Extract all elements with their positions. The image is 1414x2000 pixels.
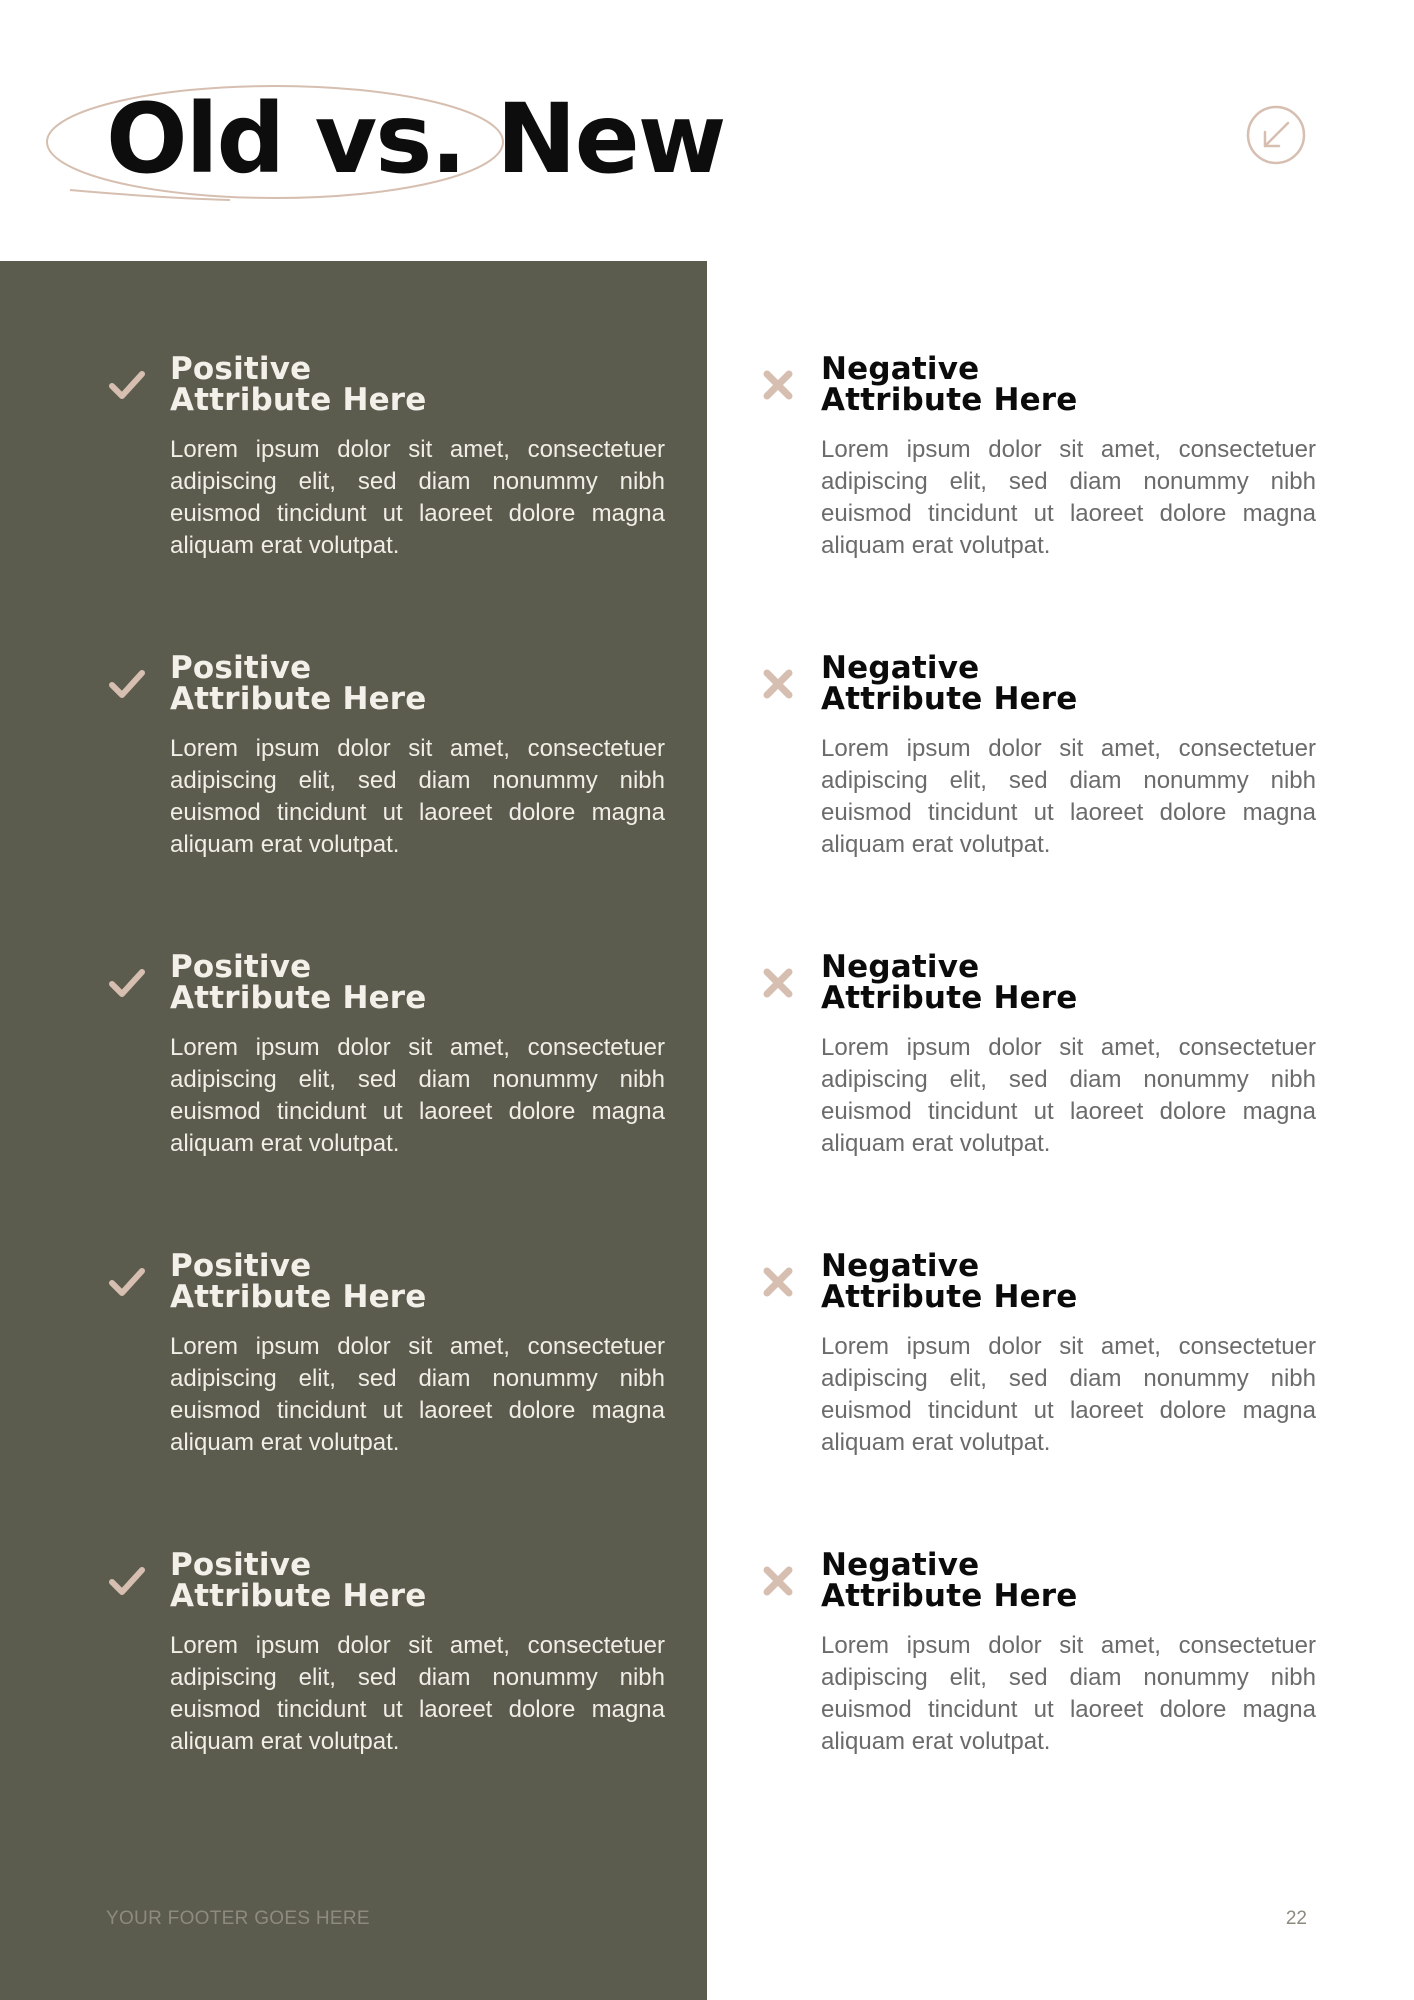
positive-panel	[0, 261, 707, 2000]
heading-line1: Positive	[170, 1547, 312, 1583]
heading-line2: Attribute Here	[170, 681, 427, 717]
item-body: Lorem ipsum dolor sit amet, consectetuer adipiscing elit, sed diam nonummy nibh euismod tincidunt ut laoreet dolore magna aliquam erat volutpat.	[170, 1632, 665, 1755]
positive-item	[170, 650, 665, 861]
item-heading	[821, 949, 1316, 1016]
item-body: Lorem ipsum dolor sit amet, consectetuer adipiscing elit, sed diam nonummy nibh euismod tincidunt ut laoreet dolore magna aliquam erat volutpat.	[821, 1034, 1316, 1157]
negative-item	[821, 1248, 1316, 1459]
footer-text: YOUR FOOTER GOES HERE	[106, 1908, 370, 1929]
cross-icon	[759, 1263, 797, 1301]
page-title: Old vs. New	[106, 83, 725, 195]
item-body: Lorem ipsum dolor sit amet, consectetuer adipiscing elit, sed diam nonummy nibh euismod tincidunt ut laoreet dolore magna aliquam erat volutpat.	[821, 1632, 1316, 1755]
cross-icon	[759, 366, 797, 404]
heading-line2: Attribute Here	[170, 1279, 427, 1315]
item-heading	[821, 1248, 1316, 1315]
item-heading	[821, 1547, 1316, 1614]
heading-line1: Negative	[821, 351, 980, 387]
item-body: Lorem ipsum dolor sit amet, consectetuer adipiscing elit, sed diam nonummy nibh euismod tincidunt ut laoreet dolore magna aliquam erat volutpat.	[821, 735, 1316, 858]
title-block	[40, 80, 780, 210]
check-icon	[108, 1562, 146, 1600]
item-heading	[170, 351, 665, 418]
heading-line1: Negative	[821, 1248, 980, 1284]
negative-item	[821, 650, 1316, 861]
negative-item	[821, 351, 1316, 562]
check-icon	[108, 964, 146, 1002]
item-heading	[821, 650, 1316, 717]
item-heading	[170, 949, 665, 1016]
heading-line2: Attribute Here	[170, 1578, 427, 1614]
check-icon	[108, 366, 146, 404]
negative-column	[707, 261, 1414, 2000]
heading-line2: Attribute Here	[170, 980, 427, 1016]
arrow-down-left-circle-icon	[1245, 104, 1307, 166]
heading-line1: Positive	[170, 949, 312, 985]
heading-line1: Positive	[170, 1248, 312, 1284]
heading-line2: Attribute Here	[821, 382, 1078, 418]
check-icon	[108, 665, 146, 703]
check-icon	[108, 1263, 146, 1301]
heading-line2: Attribute Here	[821, 1279, 1078, 1315]
page-number: 22	[1285, 1908, 1307, 1929]
heading-line1: Positive	[170, 351, 312, 387]
heading-line1: Positive	[170, 650, 312, 686]
item-body: Lorem ipsum dolor sit amet, consectetuer adipiscing elit, sed diam nonummy nibh euismod tincidunt ut laoreet dolore magna aliquam erat volutpat.	[821, 1333, 1316, 1456]
heading-line1: Negative	[821, 1547, 980, 1583]
item-body: Lorem ipsum dolor sit amet, consectetuer adipiscing elit, sed diam nonummy nibh euismod tincidunt ut laoreet dolore magna aliquam erat volutpat.	[170, 1034, 665, 1157]
heading-line2: Attribute Here	[821, 681, 1078, 717]
negative-item	[821, 1547, 1316, 1758]
heading-line2: Attribute Here	[821, 980, 1078, 1016]
item-heading	[170, 1547, 665, 1614]
page-header	[0, 0, 1414, 261]
item-heading	[170, 650, 665, 717]
heading-line1: Negative	[821, 650, 980, 686]
heading-line2: Attribute Here	[821, 1578, 1078, 1614]
item-body: Lorem ipsum dolor sit amet, consectetuer adipiscing elit, sed diam nonummy nibh euismod tincidunt ut laoreet dolore magna aliquam erat volutpat.	[170, 436, 665, 559]
positive-item	[170, 1248, 665, 1459]
cross-icon	[759, 665, 797, 703]
positive-item	[170, 1547, 665, 1758]
negative-item	[821, 949, 1316, 1160]
item-heading	[170, 1248, 665, 1315]
item-body: Lorem ipsum dolor sit amet, consectetuer adipiscing elit, sed diam nonummy nibh euismod tincidunt ut laoreet dolore magna aliquam erat volutpat.	[170, 1333, 665, 1456]
item-body: Lorem ipsum dolor sit amet, consectetuer adipiscing elit, sed diam nonummy nibh euismod tincidunt ut laoreet dolore magna aliquam erat volutpat.	[170, 735, 665, 858]
positive-item	[170, 351, 665, 562]
positive-item	[170, 949, 665, 1160]
cross-icon	[759, 1562, 797, 1600]
cross-icon	[759, 964, 797, 1002]
item-heading	[821, 351, 1316, 418]
heading-line2: Attribute Here	[170, 382, 427, 418]
item-body: Lorem ipsum dolor sit amet, consectetuer adipiscing elit, sed diam nonummy nibh euismod tincidunt ut laoreet dolore magna aliquam erat volutpat.	[821, 436, 1316, 559]
heading-line1: Negative	[821, 949, 980, 985]
